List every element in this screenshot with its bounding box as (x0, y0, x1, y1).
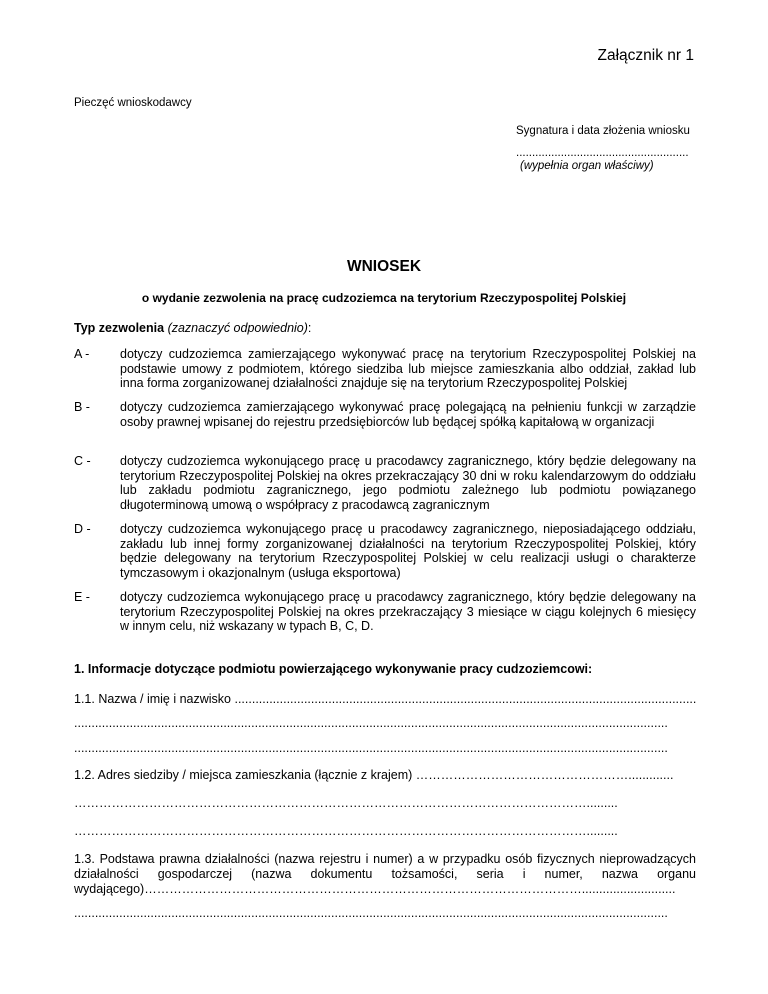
field-1-1-line-3[interactable]: ........................................................................................................................................................................... (74, 741, 668, 755)
option-text: dotyczy cudzoziemca wykonującego pracę u pracodawcy zagranicznego, który będzie delegowany na terytorium Rzeczypospolitej Polskiej na okres przekraczający 3 miesiące w ciągu kolejnych 6 miesięcy w innym celu, niż wskazany w typach B, C, D. (120, 590, 696, 633)
option-text: dotyczy cudzoziemca wykonującego pracę u pracodawcy zagranicznego, nieposiadającego oddziału, zakładu lub innej formy zorganizowanej działalności na terytorium Rzeczypospolitej Polskiej, który będzie delegowany na terytorium Rzeczypospolitej Polskiej w celu realizacji usługi o charakterze tymczasowym i okazjonalnym (usługa eksportowa) (120, 522, 696, 580)
permit-option-d[interactable] (74, 522, 696, 580)
option-text: dotyczy cudzoziemca wykonującego pracę u pracodawcy zagranicznego, który będzie delegowany na terytorium Rzeczypospolitej Polskiej na okres przekraczający 30 dni w roku kalendarzowym do oddziału lub zakładu podmiotu zagranicznego, jego podmiotu zależnego lub podmiotu powiązanego długoterminową umową o współpracy z pracodawcą zagranicznym (120, 454, 696, 512)
field-1-1-line-2[interactable]: ........................................................................................................................................................................... (74, 716, 668, 730)
permit-option-b[interactable] (74, 400, 696, 429)
document-title: WNIOSEK (346, 258, 422, 275)
permit-type-heading (74, 321, 311, 335)
permit-option-a[interactable] (74, 347, 696, 391)
permit-option-c[interactable] (74, 454, 696, 512)
field-dots: ……………………………………………………………………………………………........................... (144, 882, 676, 896)
permit-type-colon: : (307, 321, 312, 335)
option-letter: D - (74, 522, 91, 536)
field-dots: ……………………………………………............. (415, 768, 674, 782)
signature-date-field[interactable]: ...................................................... (516, 147, 689, 159)
permit-type-hint: (zaznaczyć odpowiednio) (167, 321, 308, 335)
option-letter: A - (74, 347, 90, 361)
option-text: dotyczy cudzoziemca zamierzającego wykonywać pracę polegającą na pełnieniu funkcji w zarządzie osoby prawnej wpisanej do rejestru przedsiębiorców lub będącej spółką kapitałową w organizacji (120, 400, 696, 429)
field-label: 1.2. Adres siedziby / miejsca zamieszkania (łącznie z krajem) (74, 768, 416, 782)
option-text: dotyczy cudzoziemca zamierzającego wykonywać pracę na terytorium Rzeczypospolitej Polskiej na podstawie umowy z podmiotem, którego siedziba lub miejsce zamieszkania albo oddział, zakład lub inna forma zorganizowanej działalności znajduje się na terytorium Rzeczypospolitej Polskiej (120, 347, 696, 390)
field-1-2-line-2[interactable]: ……………………………………………………………………………………………………………......... (74, 796, 618, 810)
applicant-stamp-label: Pieczęć wnioskodawcy (74, 97, 192, 109)
field-1-3-legal-basis[interactable] (74, 852, 696, 897)
field-label: 1.1. Nazwa / imię i nazwisko (74, 692, 235, 706)
field-1-1-name[interactable] (74, 692, 696, 706)
field-label: 1.3. Podstawa prawna działalności (nazwa rejestru i numer) a w przypadku osób fizycznych nieprowadzących działalności gospodarczej (nazwa dokumentu tożsamości, seria i numer, nazwa organu wydającego) (74, 852, 696, 896)
option-letter: E - (74, 590, 90, 604)
signature-date-label: Sygnatura i data złożenia wniosku (516, 125, 690, 137)
option-letter: B - (74, 400, 90, 414)
field-1-2-address[interactable] (74, 768, 696, 782)
field-1-3-line-2[interactable]: ........................................................................................................................................................................... (74, 906, 668, 920)
document-subtitle: o wydanie zezwolenia na pracę cudzoziemca na terytorium Rzeczypospolitej Polskiej (141, 291, 627, 305)
permit-type-label: Typ zezwolenia (74, 321, 165, 335)
option-letter: C - (74, 454, 91, 468)
section-1-heading: 1. Informacje dotyczące podmiotu powierzającego wykonywanie pracy cudzoziemcowi: (74, 662, 593, 676)
permit-option-e[interactable] (74, 590, 696, 634)
field-1-2-line-3[interactable]: ……………………………………………………………………………………………………………......... (74, 824, 618, 838)
field-dots: ..................................................................................................................................... (234, 692, 696, 706)
annex-number: Załącznik nr 1 (597, 47, 694, 64)
signature-fill-note: (wypełnia organ właściwy) (520, 160, 654, 172)
